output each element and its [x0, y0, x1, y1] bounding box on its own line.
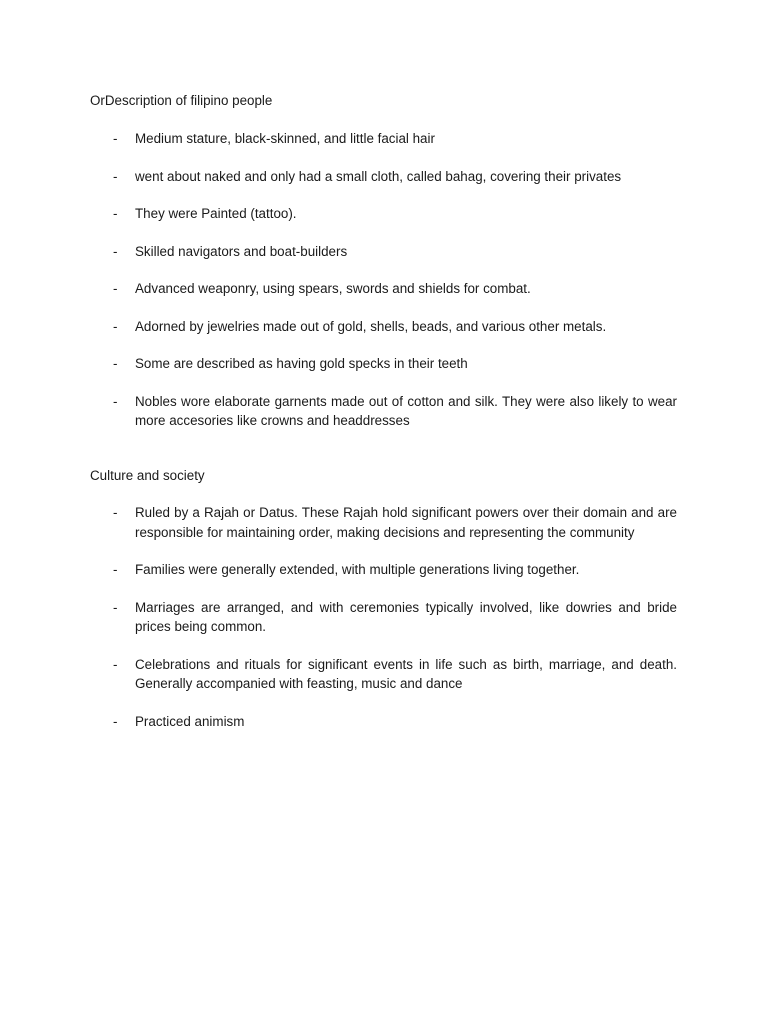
list-item [0, 204, 677, 224]
list-item-text: Nobles wore elaborate garnents made out of cotton and silk. They were also likely to wear more accesories like crowns and headdresses [135, 393, 677, 428]
list-item [0, 354, 677, 374]
list-item [0, 242, 677, 262]
list-item-text: Skilled navigators and boat-builders [135, 243, 348, 259]
bullet-dash: - [113, 505, 118, 520]
list-item [0, 655, 677, 694]
list-item-text: Advanced weaponry, using spears, swords and shields for combat. [135, 281, 531, 296]
section-heading-description: OrDescription of filipino people [90, 93, 273, 108]
description-bullet-list [0, 129, 768, 449]
section-heading-culture: Culture and society [90, 468, 205, 483]
list-item [0, 129, 677, 149]
bullet-dash: - [113, 599, 118, 615]
list-item-text: went about naked and only had a small cloth, called bahag, covering their privates [135, 168, 622, 184]
bullet-dash: - [113, 656, 118, 672]
list-item [0, 167, 677, 187]
culture-bullet-list [0, 503, 768, 749]
list-item-text: Some are described as having gold specks in their teeth [135, 356, 468, 371]
bullet-dash: - [113, 713, 118, 729]
list-item-text: Celebrations and rituals for significant events in life such as birth, marriage, and death. Generally accompanied with feasting, music and dance [135, 656, 677, 691]
bullet-dash: - [113, 356, 118, 371]
bullet-dash: - [113, 393, 118, 409]
list-item [0, 598, 677, 637]
bullet-dash: - [113, 318, 118, 334]
bullet-dash: - [113, 168, 118, 184]
list-item-text: Adorned by jewelries made out of gold, shells, beads, and various other metals. [135, 318, 607, 334]
bullet-dash: - [113, 281, 118, 296]
list-item-text: Ruled by a Rajah or Datus. These Rajah hold significant powers over their domain and are responsible for maintaining order, making decisions and representing the community [135, 505, 677, 540]
list-item-text: Marriages are arranged, and with ceremonies typically involved, like dowries and bride prices being common. [135, 599, 677, 634]
list-item [0, 279, 677, 299]
bullet-dash: - [113, 243, 118, 259]
list-item-text: Practiced animism [135, 713, 245, 729]
list-item [0, 503, 677, 542]
list-item-text: They were Painted (tattoo). [135, 206, 297, 221]
bullet-dash: - [113, 131, 118, 146]
list-item [0, 560, 677, 580]
bullet-dash: - [113, 206, 118, 221]
list-item-text: Families were generally extended, with multiple generations living together. [135, 562, 580, 577]
list-item [0, 317, 677, 337]
bullet-dash: - [113, 562, 118, 577]
list-item-text: Medium stature, black-skinned, and little facial hair [135, 131, 435, 146]
list-item [0, 392, 677, 431]
list-item [0, 712, 677, 732]
